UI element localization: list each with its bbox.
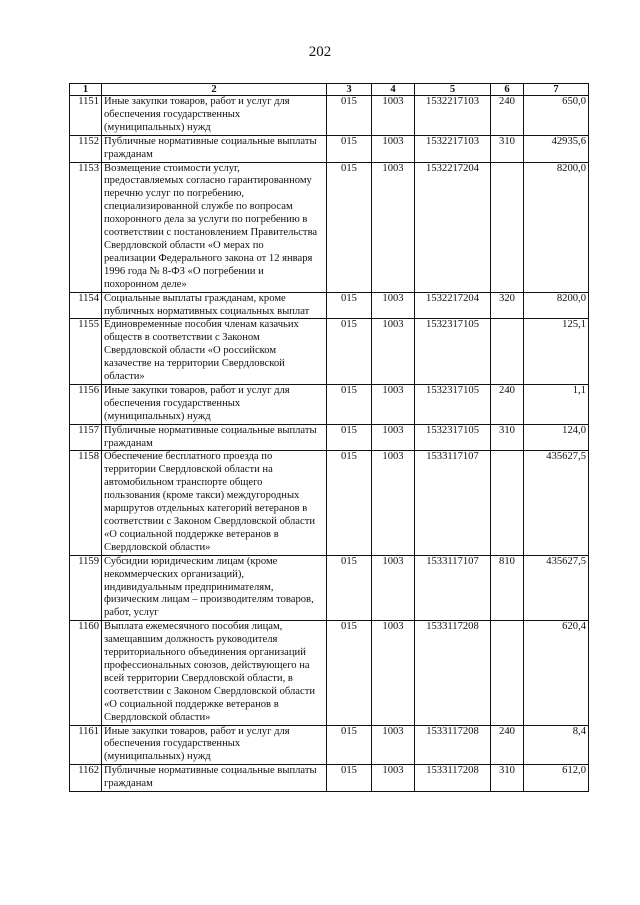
section-code: 1003 — [372, 319, 415, 385]
target-article-code: 1532317105 — [415, 319, 491, 385]
row-description — [102, 96, 327, 136]
ministry-code: 015 — [327, 319, 372, 385]
col-header-4: 4 — [372, 84, 415, 96]
row-description — [102, 424, 327, 451]
description-line: похоронного дела за услуги по погребению в — [104, 214, 308, 226]
ministry-code: 015 — [327, 725, 372, 765]
row-number: 1156 — [70, 384, 102, 424]
table-row — [70, 555, 589, 621]
description-line: Публичные нормативные социальные выплаты — [104, 765, 317, 777]
description-line: всей территории Свердловской области, в — [104, 672, 293, 684]
col-header-5: 5 — [415, 84, 491, 96]
description-line: Обеспечение бесплатного проезда по — [104, 451, 273, 463]
description-line: 1996 года № 8-ФЗ «О погребении и — [104, 265, 264, 277]
description-line: Публичные нормативные социальные выплаты — [104, 135, 317, 147]
amount-value: 435627,5 — [524, 555, 589, 621]
amount-value: 620,4 — [524, 621, 589, 725]
row-description — [102, 451, 327, 555]
row-description — [102, 384, 327, 424]
description-line: соответствии с Законом Свердловской области — [104, 685, 316, 697]
row-number: 1160 — [70, 621, 102, 725]
section-code: 1003 — [372, 162, 415, 292]
amount-value: 42935,6 — [524, 135, 589, 162]
description-line: реализации Федерального закона от 12 января — [104, 252, 313, 264]
col-header-6: 6 — [491, 84, 524, 96]
table-row — [70, 725, 589, 765]
col-header-3: 3 — [327, 84, 372, 96]
description-line: (муниципальных) нужд — [104, 410, 211, 422]
target-article-code: 1533117107 — [415, 451, 491, 555]
row-number: 1162 — [70, 765, 102, 792]
row-number: 1159 — [70, 555, 102, 621]
row-number: 1151 — [70, 96, 102, 136]
target-article-code: 1533117208 — [415, 765, 491, 792]
ministry-code: 015 — [327, 424, 372, 451]
target-article-code: 1532317105 — [415, 384, 491, 424]
description-line: (муниципальных) нужд — [104, 751, 211, 763]
row-description — [102, 162, 327, 292]
ministry-code: 015 — [327, 555, 372, 621]
row-description — [102, 319, 327, 385]
description-line: «О социальной поддержке ветеранов в — [104, 698, 279, 710]
row-description — [102, 292, 327, 319]
description-line: публичных нормативных социальных выплат — [104, 305, 310, 317]
amount-value: 124,0 — [524, 424, 589, 451]
description-line: «О социальной поддержке ветеранов в — [104, 528, 279, 540]
description-line: Свердловской области «О российском — [104, 345, 277, 357]
expense-type-code: 240 — [491, 96, 524, 136]
target-article-code: 1533117107 — [415, 555, 491, 621]
row-number: 1157 — [70, 424, 102, 451]
ministry-code: 015 — [327, 96, 372, 136]
expense-type-code: 810 — [491, 555, 524, 621]
amount-value: 612,0 — [524, 765, 589, 792]
amount-value: 650,0 — [524, 96, 589, 136]
table-row — [70, 162, 589, 292]
target-article-code: 1532217204 — [415, 292, 491, 319]
row-description — [102, 765, 327, 792]
description-line: маршрутов отдельных категорий ветеранов в — [104, 503, 308, 515]
description-line: специализированной службе по вопросам — [104, 201, 293, 213]
expense-type-code — [491, 319, 524, 385]
description-line: обеспечения государственных — [104, 108, 241, 120]
description-line: Свердловской области» — [104, 541, 211, 553]
section-code: 1003 — [372, 451, 415, 555]
description-line: обществ в соответствии с Законом — [104, 332, 260, 344]
description-line: замещавшим должность руководителя — [104, 634, 278, 646]
description-line: перечню услуг по погребению, — [104, 188, 245, 200]
description-line: автомобильном транспорте общего — [104, 477, 263, 489]
section-code: 1003 — [372, 621, 415, 725]
section-code: 1003 — [372, 765, 415, 792]
page-number: 202 — [308, 44, 332, 60]
description-line: некоммерческих организаций), — [104, 568, 245, 580]
description-line: гражданам — [104, 778, 153, 790]
description-line: физическим лицам – производителям товаров, — [104, 594, 314, 606]
ministry-code: 015 — [327, 135, 372, 162]
amount-value: 125,1 — [524, 319, 589, 385]
row-number: 1161 — [70, 725, 102, 765]
description-line: гражданам — [104, 437, 153, 449]
ministry-code: 015 — [327, 292, 372, 319]
amount-value: 8,4 — [524, 725, 589, 765]
row-number: 1158 — [70, 451, 102, 555]
table-row — [70, 384, 589, 424]
section-code: 1003 — [372, 424, 415, 451]
description-line: Свердловской области «О мерах по — [104, 239, 264, 251]
section-code: 1003 — [372, 135, 415, 162]
section-code: 1003 — [372, 725, 415, 765]
table-row — [70, 135, 589, 162]
budget-table — [69, 83, 589, 792]
description-line: Социальные выплаты гражданам, кроме — [104, 292, 286, 304]
amount-value: 8200,0 — [524, 162, 589, 292]
section-code: 1003 — [372, 384, 415, 424]
target-article-code: 1532217103 — [415, 135, 491, 162]
amount-value: 1,1 — [524, 384, 589, 424]
row-description — [102, 135, 327, 162]
description-line: индивидуальным предпринимателям, — [104, 581, 274, 593]
table-row — [70, 424, 589, 451]
table-row — [70, 96, 589, 136]
description-line: Иные закупки товаров, работ и услуг для — [104, 96, 290, 107]
ministry-code: 015 — [327, 162, 372, 292]
ministry-code: 015 — [327, 451, 372, 555]
section-code: 1003 — [372, 555, 415, 621]
target-article-code: 1532217103 — [415, 96, 491, 136]
description-line: Выплата ежемесячного пособия лицам, — [104, 621, 283, 633]
description-line: области» — [104, 371, 145, 383]
col-header-2: 2 — [102, 84, 327, 96]
section-code: 1003 — [372, 96, 415, 136]
description-line: территории Свердловской области на — [104, 464, 273, 476]
expense-type-code: 310 — [491, 424, 524, 451]
description-line: Публичные нормативные социальные выплаты — [104, 424, 317, 436]
expense-type-code: 240 — [491, 725, 524, 765]
description-line: пользования (кроме такси) междугородных — [104, 490, 300, 502]
description-line: Свердловской области» — [104, 711, 211, 723]
ministry-code: 015 — [327, 765, 372, 792]
target-article-code: 1532217204 — [415, 162, 491, 292]
table-row — [70, 621, 589, 725]
row-number: 1155 — [70, 319, 102, 385]
description-line: соответствии с постановлением Правительства — [104, 227, 318, 239]
description-line: Единовременные пособия членам казачьих — [104, 319, 299, 331]
col-header-1: 1 — [70, 84, 102, 96]
target-article-code: 1532317105 — [415, 424, 491, 451]
description-line: территориального объединения организаций — [104, 647, 306, 659]
description-line: работ, услуг — [104, 607, 159, 619]
description-line: предоставляемых согласно гарантированному — [104, 175, 312, 187]
expense-type-code: 310 — [491, 765, 524, 792]
amount-value: 8200,0 — [524, 292, 589, 319]
col-header-7: 7 — [524, 84, 589, 96]
description-line: Субсидии юридическим лицам (кроме — [104, 555, 278, 567]
description-line: гражданам — [104, 148, 153, 160]
header-row — [70, 84, 589, 96]
expense-type-code: 240 — [491, 384, 524, 424]
description-line: Иные закупки товаров, работ и услуг для — [104, 384, 290, 396]
target-article-code: 1533117208 — [415, 725, 491, 765]
row-description — [102, 621, 327, 725]
row-number: 1154 — [70, 292, 102, 319]
table-row — [70, 765, 589, 792]
table-body — [70, 96, 589, 792]
target-article-code: 1533117208 — [415, 621, 491, 725]
row-description — [102, 555, 327, 621]
row-description — [102, 725, 327, 765]
ministry-code: 015 — [327, 621, 372, 725]
expense-type-code: 310 — [491, 135, 524, 162]
description-line: похоронном деле» — [104, 278, 187, 290]
table-row — [70, 292, 589, 319]
description-line: обеспечения государственных — [104, 738, 241, 750]
expense-type-code — [491, 162, 524, 292]
description-line: Иные закупки товаров, работ и услуг для — [104, 725, 290, 737]
expense-type-code — [491, 451, 524, 555]
table-row — [70, 319, 589, 385]
section-code: 1003 — [372, 292, 415, 319]
expense-type-code — [491, 621, 524, 725]
description-line: Возмещение стоимости услуг, — [104, 162, 240, 174]
table-row — [70, 451, 589, 555]
ministry-code: 015 — [327, 384, 372, 424]
description-line: соответствии с Законом Свердловской области — [104, 516, 316, 527]
amount-value: 435627,5 — [524, 451, 589, 555]
description-line: обеспечения государственных — [104, 397, 241, 409]
expense-type-code: 320 — [491, 292, 524, 319]
description-line: (муниципальных) нужд — [104, 121, 211, 133]
description-line: казачестве на территории Свердловской — [104, 358, 285, 370]
row-number: 1152 — [70, 135, 102, 162]
row-number: 1153 — [70, 162, 102, 292]
description-line: профессиональных союзов, действующего на — [104, 659, 310, 671]
